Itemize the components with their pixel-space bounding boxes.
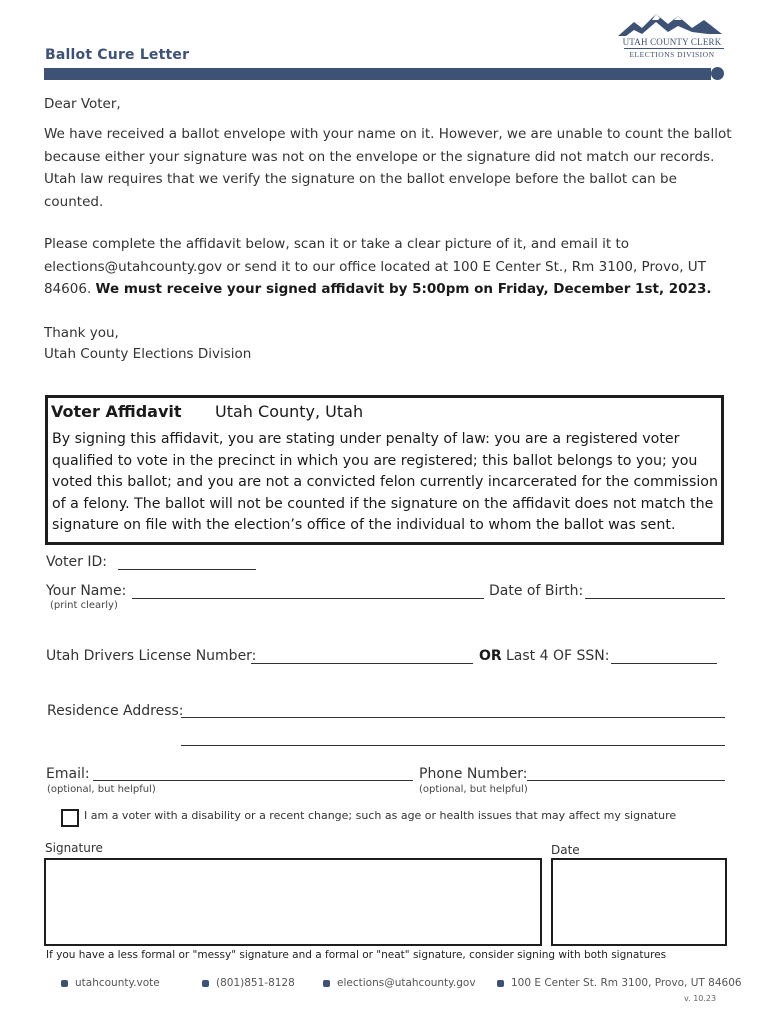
phone-field[interactable] [527,780,725,781]
voter-id-label: Voter ID: [46,554,107,570]
bullet-icon [61,980,68,987]
date-box[interactable] [551,858,727,946]
address-label: Residence Address: [47,703,184,719]
affidavit-body: By signing this affidavit, you are stating under penalty of law: you are a registered voter qualified to vote in the precinct in which you are registered; this ballot belongs to you; you voted this ballot; and you are not a convicted felon currently incarcerated for the commission of a felony. The ballot will not be counted if the signature on the affidavit does not match the signature on file with the election’s office of the individual to whom the ballot was sent. [52,431,718,533]
logo-text-clerk: UTAH COUNTY CLERK [622,37,722,47]
disability-checkbox-label: I am a voter with a disability or a recent change; such as age or health issues that may affect my signature [84,809,677,822]
address-field-line-1[interactable] [181,717,725,718]
signature-box[interactable] [44,858,542,946]
phone-label: Phone Number: [419,766,528,782]
your-name-label: Your Name: [46,583,127,599]
footer-address-text: 100 E Center St. Rm 3100, Provo, UT 84606 [511,977,742,989]
greeting: Dear Voter, [44,96,121,112]
page-title: Ballot Cure Letter [45,47,190,63]
footer-website [61,977,160,989]
voter-id-field[interactable] [118,569,256,570]
closing: Thank you, [44,325,119,341]
address-field-line-2[interactable] [181,745,725,746]
logo-text-division: ELECTIONS DIVISION [629,50,715,59]
license-label: Utah Drivers License Number: [46,648,257,664]
letter-paragraph-2 [44,233,734,301]
letter-paragraph-2-text: Please complete the affidavit below, scan it or take a clear picture of it, and email it to elections@utahcounty.gov or send it to our office located at 100 E Center St., Rm 3100, Provo, UT 84606. [44,236,706,297]
version-label: v. 10.23 [684,994,717,1003]
signature-label: Signature [45,841,103,855]
email-field[interactable] [93,780,413,781]
affidavit-county: Utah County, Utah [215,402,364,421]
bullet-icon [202,980,209,987]
logo-rule [624,48,724,49]
footer-phone [202,977,295,989]
license-field[interactable] [251,663,473,664]
footer-email-text: elections@utahcounty.gov [337,977,476,989]
footer-address [497,977,742,989]
deadline-text: We must receive your signed affidavit by 5:00pm on Friday, December 1st, 2023. [95,281,712,297]
or-label: OR [479,648,502,664]
affidavit-title: Voter Affidavit [51,402,182,421]
date-label: Date [551,843,580,857]
footer-website-text: utahcounty.vote [75,977,160,989]
email-label: Email: [46,766,90,782]
bullet-icon [323,980,330,987]
print-clearly-hint: (print clearly) [50,600,118,611]
footer-email [323,977,476,989]
header-bar [44,68,711,80]
your-name-field[interactable] [132,598,484,599]
disability-checkbox[interactable] [61,809,79,827]
signoff: Utah County Elections Division [44,346,252,362]
phone-hint: (optional, but helpful) [419,784,528,795]
email-hint: (optional, but helpful) [47,784,156,795]
signature-hint: If you have a less formal or "messy" signature and a formal or "neat" signature, consider signing with both signatures [46,949,667,961]
header-dot [711,67,724,80]
ssn-field[interactable] [611,663,717,664]
dob-field[interactable] [585,598,725,599]
footer-phone-text: (801)851-8128 [216,977,295,989]
ssn-label: Last 4 OF SSN: [506,648,610,664]
letter-paragraph-1: We have received a ballot envelope with your name on it. However, we are unable to count the ballot because either your signature was not on the envelope or the signature did not match our records. Utah law requires that we verify the signature on the ballot envelope before the ballot can be counted. [44,126,732,210]
dob-label: Date of Birth: [489,583,584,599]
bullet-icon [497,980,504,987]
